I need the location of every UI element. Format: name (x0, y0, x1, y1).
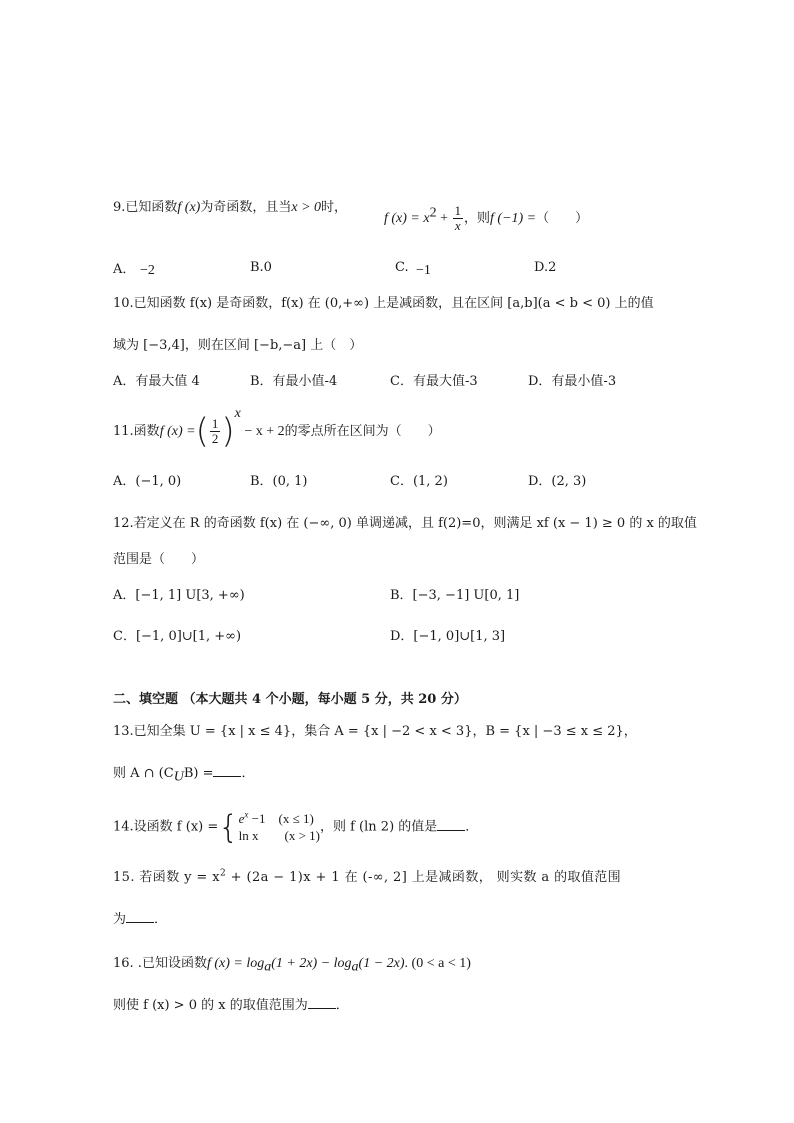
q9-fraction (453, 204, 464, 233)
q9-den: x (454, 218, 461, 233)
q16-condition: . (0 < a < 1) (404, 956, 471, 971)
q12-option-a: A．[−1, 1] U[3, +∞) (113, 588, 245, 603)
q15-exp: 2 (219, 868, 227, 879)
q12-stem-line2: 范围是（ ） (113, 552, 205, 567)
q10-option-d: D．有最小值-3 (528, 374, 617, 389)
q16-line2: 则使 f (x) > 0 的 x 的取值范围为 (113, 998, 308, 1013)
q14-case1 (239, 810, 320, 827)
q11-prefix: 11.函数 (113, 424, 160, 439)
q9-option-d: D.2 (534, 260, 557, 275)
q16-func: f (x) = log (206, 956, 265, 971)
q14-case1-e: e (238, 811, 245, 826)
q16-stem-line1 (113, 954, 471, 974)
q16-tail: (1 − 2x) (358, 956, 405, 971)
q11-exp: x (234, 406, 241, 421)
q12-stem-line1: 12.若定义在 R 的奇函数 f(x) 在 (−∞, 0) 单调递减，且 f(2)=0，则满足 xf (x − 1) ≥ 0 的 x 的取值 (113, 516, 697, 531)
q9-ask: f (−1) = (490, 211, 537, 226)
q14-stem (113, 810, 478, 844)
q13-answer-blank[interactable] (213, 764, 241, 777)
q13-stem-line1: 13.已知全集 U = {x | x ≤ 4}，集合 A = {x | −2 < x < 3}，B = {x | −3 ≤ x ≤ 2}， (113, 724, 637, 739)
q15-line1-a: 15. 若函数 y = x (113, 870, 220, 885)
q14-suffix: ，则 f (ln 2) 的值是 (319, 819, 438, 835)
q9-num: 1 (454, 203, 461, 218)
q11-option-c: C．(1, 2) (390, 474, 448, 489)
q13-end: ． (241, 766, 255, 781)
q9-option-c-label: C. (395, 260, 409, 275)
q15-stem-line2 (113, 910, 167, 930)
q9-prefix: 9.已知函数 (113, 200, 178, 215)
q15-end: ． (154, 912, 168, 927)
q11-option-b: B．(0, 1) (250, 474, 308, 489)
q11-stem (113, 406, 441, 452)
q11-rest: − x + 2 (240, 424, 285, 439)
q16-answer-blank[interactable] (308, 996, 336, 1009)
q15-stem-line1 (113, 868, 621, 888)
q16-mid: (1 + 2x) − log (271, 956, 352, 971)
q10-option-a: A．有最大值 4 (113, 374, 200, 389)
q9-option-c-value: −1 (416, 263, 431, 278)
q13-stem-line2 (113, 764, 255, 784)
q11-lhs: f (x) = (159, 424, 196, 439)
q14-case2: ln x (x > 1) (238, 828, 320, 843)
q12-option-d: D．[−1, 0]∪[1, 3] (390, 629, 506, 644)
q13-sub: U (173, 769, 184, 785)
q11-left-paren: ( (195, 411, 209, 452)
q13-line2-suffix: B) = (183, 766, 214, 781)
q9-text: 为奇函数，且当 (200, 200, 292, 215)
q9-option-a-label: A． (113, 262, 136, 277)
q9-plus: + (436, 211, 452, 226)
q11-right-paren: ) (221, 411, 235, 452)
q11-num: 1 (211, 416, 219, 431)
q9-paren: （ ） (536, 211, 589, 226)
q9-formula (384, 204, 588, 233)
q9-stem (113, 198, 347, 218)
q9-text3: ，则 (464, 211, 491, 226)
q11-den: 2 (211, 431, 219, 446)
q9-exp: 2 (429, 205, 437, 221)
q10-stem-line2: 域为 [−3,4]，则在区间 [−b,−a] 上（ ） (113, 338, 363, 353)
q9-option-a-value: −2 (140, 263, 155, 278)
q10-option-c: C．有最大值-3 (390, 374, 478, 389)
q10-stem-line1: 10.已知函数 f(x) 是奇函数，f(x) 在 (0,+∞) 上是减函数，且在区间 [a,b](a < b < 0) 上的值 (113, 296, 654, 311)
q9-condition: x > 0 (291, 200, 322, 215)
q16-sub-a: a (264, 959, 272, 975)
q15-line1-b: + (2a − 1)x + 1 在 (-∞, 2] 上是减函数， 则实数 a 的取值范围 (226, 870, 622, 885)
section2-title: 二、填空题 （本大题共 4 个小题，每小题 5 分，共 20 分） (113, 692, 467, 707)
q9-func: f (x) (177, 200, 201, 215)
q15-line2: 为 (113, 912, 127, 927)
q11-option-a: A．(−1, 0) (113, 474, 182, 489)
q11-fraction (210, 417, 221, 446)
q12-option-c: C．[−1, 0]∪[1, +∞) (113, 629, 242, 644)
q12-option-b: B．[−3, −1] U[0, 1] (390, 588, 520, 603)
q15-answer-blank[interactable] (126, 910, 154, 923)
q11-suffix: 的零点所在区间为（ ） (284, 424, 441, 439)
q14-case1-exp: x (244, 809, 249, 820)
q16-stem-line2 (113, 996, 349, 1016)
q9-formula-lhs: f (x) = x (384, 211, 430, 226)
q16-sub-a2: a (351, 959, 359, 975)
q9-option-b: B.0 (250, 260, 272, 275)
q14-answer-blank[interactable] (437, 818, 465, 831)
q14-brace: { (218, 808, 239, 846)
q16-end: ． (335, 998, 349, 1013)
q10-option-b: B．有最小值-4 (250, 374, 338, 389)
q14-end: ． (465, 819, 479, 835)
q14-case1-rest: −1 (x ≤ 1) (248, 811, 314, 826)
q14-prefix: 14.设函数 f (x) = (113, 819, 219, 835)
q16-prefix: 16. .已知设函数 (113, 956, 207, 971)
q9-text2: 时， (321, 200, 348, 215)
q14-cases (239, 810, 320, 844)
q11-option-d: D．(2, 3) (528, 474, 587, 489)
q13-line2-prefix: 则 A ∩ (C (113, 766, 174, 781)
